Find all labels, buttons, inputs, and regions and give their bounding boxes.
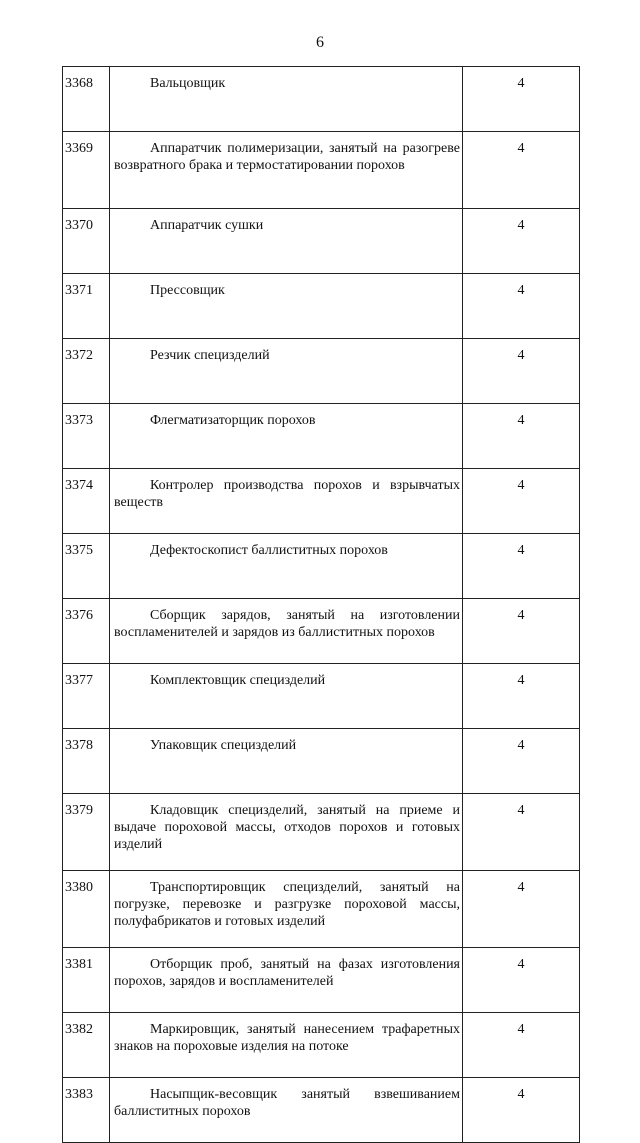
row-profession-name: Аппаратчик полимеризации, занятый на разогреве возвратного брака и термостатировании порохов: [110, 132, 463, 209]
table-row: [63, 599, 580, 664]
table-row: [63, 209, 580, 274]
row-code: 3378: [63, 729, 110, 794]
row-code: 3375: [63, 534, 110, 599]
row-profession-name: Аппаратчик сушки: [110, 209, 463, 274]
table-row: [63, 67, 580, 132]
table-row: [63, 132, 580, 209]
row-profession-name: Флегматизаторщик порохов: [110, 404, 463, 469]
row-value: 4: [463, 67, 580, 132]
row-code: 3373: [63, 404, 110, 469]
row-code: 3377: [63, 664, 110, 729]
row-profession-name: Резчик специзделий: [110, 339, 463, 404]
row-value: 4: [463, 209, 580, 274]
table-row: [63, 664, 580, 729]
row-code: 3371: [63, 274, 110, 339]
row-code: 3382: [63, 1013, 110, 1078]
row-value: 4: [463, 1013, 580, 1078]
row-code: 3380: [63, 871, 110, 948]
row-value: 4: [463, 794, 580, 871]
row-value: 4: [463, 1078, 580, 1143]
row-value: 4: [463, 664, 580, 729]
row-value: 4: [463, 132, 580, 209]
row-profession-name: Комплектовщик специзделий: [110, 664, 463, 729]
row-code: 3372: [63, 339, 110, 404]
table-row: [63, 404, 580, 469]
professions-table: [62, 66, 580, 1143]
table-row: [63, 794, 580, 871]
table-row: [63, 948, 580, 1013]
row-profession-name: Прессовщик: [110, 274, 463, 339]
row-value: 4: [463, 534, 580, 599]
row-code: 3368: [63, 67, 110, 132]
row-profession-name: Сборщик зарядов, занятый на изготовлении воспламенителей и зарядов из баллиститных порохов: [110, 599, 463, 664]
row-profession-name: Маркировщик, занятый нанесением трафаретных знаков на пороховые изделия на потоке: [110, 1013, 463, 1078]
row-profession-name: Кладовщик специзделий, занятый на приеме и выдаче пороховой массы, отходов порохов и готовых изделий: [110, 794, 463, 871]
table-row: [63, 469, 580, 534]
table-row: [63, 274, 580, 339]
row-profession-name: Насыпщик-весовщик занятый взвешиванием баллиститных порохов: [110, 1078, 463, 1143]
row-value: 4: [463, 339, 580, 404]
table-row: [63, 339, 580, 404]
row-code: 3370: [63, 209, 110, 274]
table-row: [63, 1013, 580, 1078]
row-code: 3381: [63, 948, 110, 1013]
row-code: 3369: [63, 132, 110, 209]
table-row: [63, 1078, 580, 1143]
row-profession-name: Транспортировщик специзделий, занятый на погрузке, перевозке и разгрузке пороховой массы, полуфабрикатов и готовых изделий: [110, 871, 463, 948]
row-profession-name: Упаковщик специзделий: [110, 729, 463, 794]
row-code: 3383: [63, 1078, 110, 1143]
row-code: 3376: [63, 599, 110, 664]
row-profession-name: Отборщик проб, занятый на фазах изготовления порохов, зарядов и воспламенителей: [110, 948, 463, 1013]
row-code: 3379: [63, 794, 110, 871]
table-row: [63, 729, 580, 794]
row-value: 4: [463, 729, 580, 794]
row-value: 4: [463, 274, 580, 339]
row-value: 4: [463, 469, 580, 534]
row-profession-name: Контролер производства порохов и взрывчатых веществ: [110, 469, 463, 534]
row-profession-name: Вальцовщик: [110, 67, 463, 132]
row-value: 4: [463, 948, 580, 1013]
page-number: 6: [316, 34, 324, 51]
row-code: 3374: [63, 469, 110, 534]
row-value: 4: [463, 599, 580, 664]
table-row: [63, 534, 580, 599]
row-profession-name: Дефектоскопист баллиститных порохов: [110, 534, 463, 599]
row-value: 4: [463, 404, 580, 469]
row-value: 4: [463, 871, 580, 948]
professions-table-body: [63, 67, 580, 1143]
table-row: [63, 871, 580, 948]
